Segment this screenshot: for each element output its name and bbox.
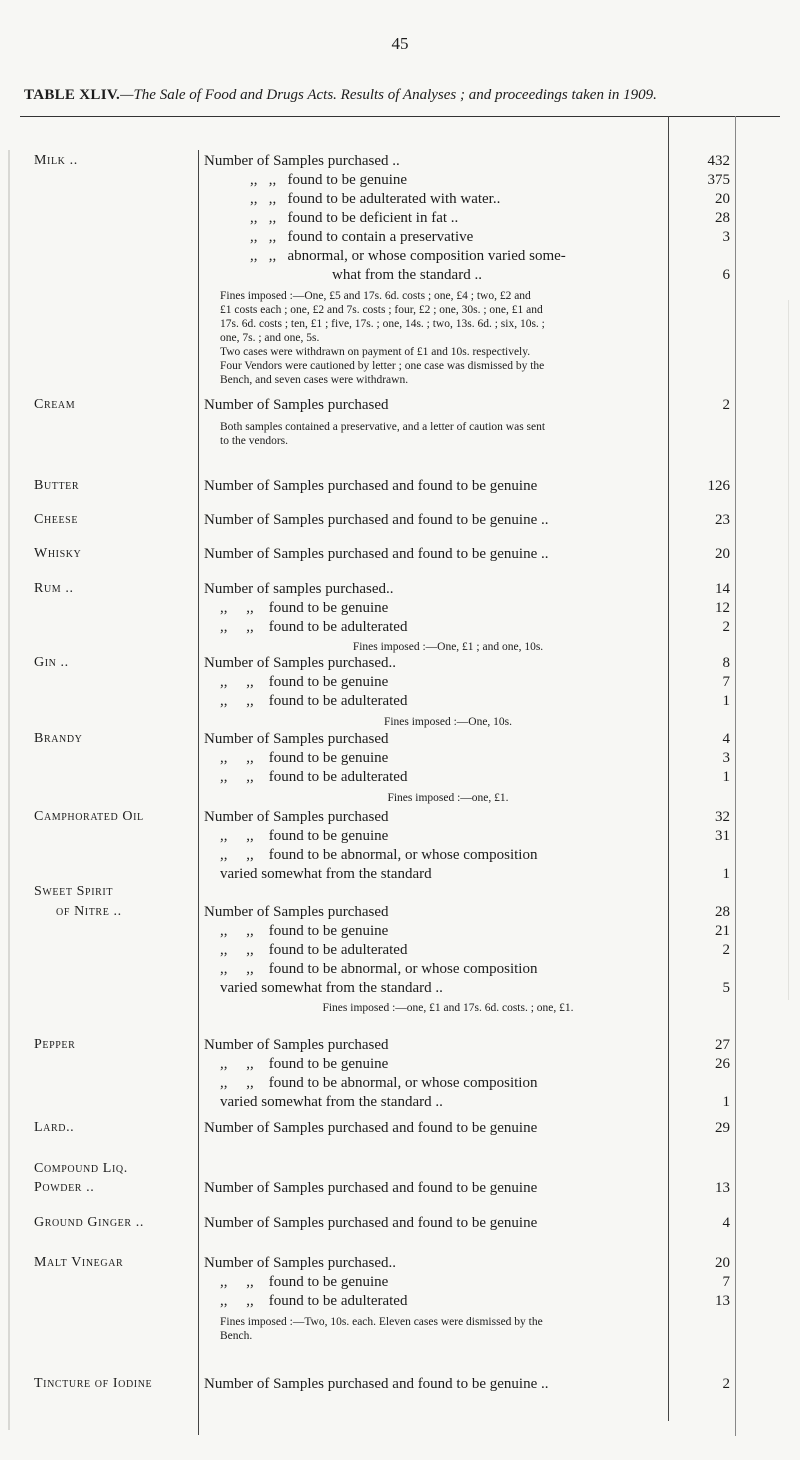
row-value: 2 <box>722 619 730 635</box>
row-label: Number of Samples purchased.. <box>204 1255 397 1271</box>
note-line: Both samples contained a preservative, and a letter of caution was sent <box>220 421 546 433</box>
ditto-mark: ,, <box>246 769 254 785</box>
ditto-mark: ,, <box>268 210 277 226</box>
ditto-mark: ,, <box>250 210 258 226</box>
ditto-mark: ,, <box>220 942 228 958</box>
row-value: 32 <box>715 809 730 825</box>
row-label: ,, ,, found to be genuine <box>220 674 389 690</box>
top-rule <box>20 116 780 117</box>
row-label: ,, ,, found to be genuine <box>220 1274 389 1290</box>
category-label: Cream <box>34 397 76 412</box>
ditto-mark: ,, <box>268 248 277 264</box>
note-line: Four Vendors were cautioned by letter ; one case was dismissed by the <box>220 360 545 372</box>
row-label: Number of Samples purchased <box>204 904 389 920</box>
ditto-mark: ,, <box>220 693 228 709</box>
category-label: Malt Vinegar <box>34 1255 124 1270</box>
category-label: Camphorated Oil <box>34 809 144 824</box>
ditto-mark: ,, <box>246 750 254 766</box>
row-label: Number of Samples purchased.. <box>204 655 397 671</box>
row-label: ,, ,, found to be abnormal, or whose composition <box>220 847 538 863</box>
ditto-mark: ,, <box>220 847 228 863</box>
row-value: 29 <box>715 1120 730 1136</box>
category-label: Gin .. <box>34 655 69 670</box>
row-label: Number of Samples purchased <box>204 809 389 825</box>
row-value: 6 <box>722 267 730 283</box>
category-label: Brandy <box>34 731 83 746</box>
row-value: 126 <box>707 478 730 494</box>
row-value: 26 <box>715 1056 730 1072</box>
category-label: Butter <box>34 478 80 493</box>
category-label: Whisky <box>34 546 82 561</box>
note-line: to the vendors. <box>220 435 289 447</box>
ditto-mark: ,, <box>220 923 228 939</box>
ditto-mark: ,, <box>246 828 254 844</box>
row-value: 8 <box>722 655 730 671</box>
category-label: Rum .. <box>34 581 74 596</box>
ditto-mark: ,, <box>220 1293 228 1309</box>
ditto-mark: ,, <box>246 847 254 863</box>
row-label: ,, ,, found to contain a preservative <box>250 229 474 245</box>
row-label: Number of Samples purchased and found to be genuine <box>204 478 538 494</box>
ditto-mark: ,, <box>220 1075 228 1091</box>
row-label: Number of Samples purchased and found to be genuine .. <box>204 546 549 562</box>
note-line: Bench, and seven cases were withdrawn. <box>220 374 409 386</box>
row-label: Number of Samples purchased and found to be genuine <box>204 1120 538 1136</box>
note-line: Fines imposed :—one, £1 and 17s. 6d. costs. ; one, £1. <box>322 1002 574 1014</box>
row-value: 432 <box>707 153 730 169</box>
row-value: 21 <box>715 923 730 939</box>
row-label: ,, ,, abnormal, or whose composition varied some- <box>250 248 566 264</box>
row-label: Number of samples purchased.. <box>204 581 394 597</box>
row-label: ,, ,, found to be genuine <box>220 923 389 939</box>
category-label: Powder .. <box>34 1180 95 1195</box>
ditto-mark: ,, <box>246 1293 254 1309</box>
row-label: ,, ,, found to be abnormal, or whose composition <box>220 961 538 977</box>
page-number: 45 <box>391 34 409 53</box>
row-label: varied somewhat from the standard .. <box>220 1094 443 1110</box>
row-value: 2 <box>722 397 730 413</box>
row-label: ,, ,, found to be genuine <box>250 172 408 188</box>
note-line: Fines imposed :—One, £1 ; and one, 10s. <box>352 641 544 653</box>
row-value: 14 <box>715 581 730 597</box>
ditto-mark: ,, <box>220 828 228 844</box>
scan-edge-left <box>8 150 10 1430</box>
row-value: 20 <box>715 1255 730 1271</box>
row-value: 1 <box>722 769 730 785</box>
ditto-mark: ,, <box>220 1274 228 1290</box>
ditto-mark: ,, <box>246 1075 254 1091</box>
row-value: 7 <box>722 674 730 690</box>
note-line: Fines imposed :—One, £5 and 17s. 6d. costs ; one, £4 ; two, £2 and <box>220 290 531 302</box>
ditto-mark: ,, <box>250 248 258 264</box>
row-label: ,, ,, found to be adulterated <box>220 942 408 958</box>
row-label: ,, ,, found to be adulterated <box>220 1293 408 1309</box>
row-value: 1 <box>722 693 730 709</box>
ditto-mark: ,, <box>220 619 228 635</box>
note-line: one, 7s. ; and one, 5s. <box>220 332 320 344</box>
row-label: ,, ,, found to be abnormal, or whose composition <box>220 1075 538 1091</box>
row-label: Number of Samples purchased and found to be genuine .. <box>204 512 549 528</box>
note-line: 17s. 6d. costs ; ten, £1 ; five, 17s. ; one, 14s. ; two, 13s. 6d. ; six, 10s. ; <box>220 318 545 330</box>
row-label: what from the standard .. <box>332 267 482 283</box>
row-label: ,, ,, found to be adulterated <box>220 619 408 635</box>
row-value: 375 <box>707 172 730 188</box>
row-label: ,, ,, found to be adulterated with water.. <box>250 191 501 207</box>
category-label: Cheese <box>34 512 79 527</box>
ditto-mark: ,, <box>246 693 254 709</box>
ditto-mark: ,, <box>220 600 228 616</box>
row-value: 1 <box>722 1094 730 1110</box>
scan-edge-right <box>788 300 789 1000</box>
row-value: 31 <box>715 828 730 844</box>
ditto-mark: ,, <box>220 1056 228 1072</box>
row-label: Number of Samples purchased <box>204 731 389 747</box>
row-label: Number of Samples purchased and found to be genuine <box>204 1180 538 1196</box>
row-value: 4 <box>722 1215 730 1231</box>
category-label: Lard.. <box>34 1120 75 1135</box>
ditto-mark: ,, <box>220 750 228 766</box>
row-value: 20 <box>715 191 730 207</box>
ditto-mark: ,, <box>250 191 258 207</box>
row-value: 13 <box>715 1180 730 1196</box>
ditto-mark: ,, <box>246 923 254 939</box>
table-title-text: —The Sale of Food and Drugs Acts. Results of Analyses ; and proceedings taken in 1909. <box>120 87 657 103</box>
ditto-mark: ,, <box>246 600 254 616</box>
category-label: Pepper <box>34 1037 76 1052</box>
note-line: Two cases were withdrawn on payment of £1 and 10s. respectively. <box>220 346 531 358</box>
row-label: varied somewhat from the standard .. <box>220 980 443 996</box>
column-divider-left <box>198 150 199 1435</box>
ditto-mark: ,, <box>250 172 258 188</box>
row-value: 13 <box>715 1293 730 1309</box>
note-line: Fines imposed :—One, 10s. <box>383 716 513 728</box>
row-value: 3 <box>722 750 730 766</box>
row-label: ,, ,, found to be adulterated <box>220 693 408 709</box>
row-label: ,, ,, found to be adulterated <box>220 769 408 785</box>
row-label: Number of Samples purchased <box>204 397 389 413</box>
ditto-mark: ,, <box>246 961 254 977</box>
ditto-mark: ,, <box>246 942 254 958</box>
row-value: 3 <box>722 229 730 245</box>
note-line: Bench. <box>220 1330 253 1342</box>
category-label: Tincture of Iodine <box>34 1376 153 1391</box>
row-value: 20 <box>715 546 730 562</box>
row-label: Number of Samples purchased <box>204 1037 389 1053</box>
ditto-mark: ,, <box>268 229 277 245</box>
row-value: 23 <box>715 512 730 528</box>
row-label: ,, ,, found to be genuine <box>220 750 389 766</box>
ditto-mark: ,, <box>246 619 254 635</box>
row-value: 28 <box>715 904 730 920</box>
note-line: Fines imposed :—one, £1. <box>387 792 509 804</box>
row-value: 1 <box>722 866 730 882</box>
column-divider-outer <box>735 116 736 1436</box>
row-value: 28 <box>715 210 730 226</box>
row-label: Number of Samples purchased and found to be genuine .. <box>204 1376 549 1392</box>
row-value: 12 <box>715 600 730 616</box>
ditto-mark: ,, <box>246 674 254 690</box>
row-value: 2 <box>722 1376 730 1392</box>
row-label: ,, ,, found to be genuine <box>220 828 389 844</box>
category-label: of Nitre .. <box>56 904 122 919</box>
ditto-mark: ,, <box>268 172 277 188</box>
note-line: £1 costs each ; one, £2 and 7s. costs ; four, £2 ; one, 30s. ; one, £1 and <box>220 304 543 316</box>
row-label: ,, ,, found to be genuine <box>220 1056 389 1072</box>
ditto-mark: ,, <box>246 1274 254 1290</box>
ditto-mark: ,, <box>220 961 228 977</box>
ditto-mark: ,, <box>250 229 258 245</box>
ditto-mark: ,, <box>246 1056 254 1072</box>
category-label: Milk .. <box>34 153 78 168</box>
ditto-mark: ,, <box>220 769 228 785</box>
row-label: ,, ,, found to be deficient in fat .. <box>250 210 459 226</box>
row-value: 27 <box>715 1037 730 1053</box>
row-value: 4 <box>722 731 730 747</box>
ditto-mark: ,, <box>268 191 277 207</box>
note-line: Fines imposed :—Two, 10s. each. Eleven cases were dismissed by the <box>220 1316 543 1328</box>
row-value: 2 <box>722 942 730 958</box>
row-label: Number of Samples purchased .. <box>204 153 400 169</box>
ditto-mark: ,, <box>220 674 228 690</box>
row-value: 7 <box>722 1274 730 1290</box>
row-label: varied somewhat from the standard <box>220 866 432 882</box>
category-label: Ground Ginger .. <box>34 1215 144 1230</box>
table-title <box>24 87 794 104</box>
row-value: 5 <box>722 980 730 996</box>
row-label: Number of Samples purchased and found to be genuine <box>204 1215 538 1231</box>
category-label: Sweet Spirit <box>34 884 114 899</box>
row-label: ,, ,, found to be genuine <box>220 600 389 616</box>
category-label: Compound Liq. <box>34 1161 128 1176</box>
table-title-label: TABLE XLIV. <box>24 87 121 103</box>
